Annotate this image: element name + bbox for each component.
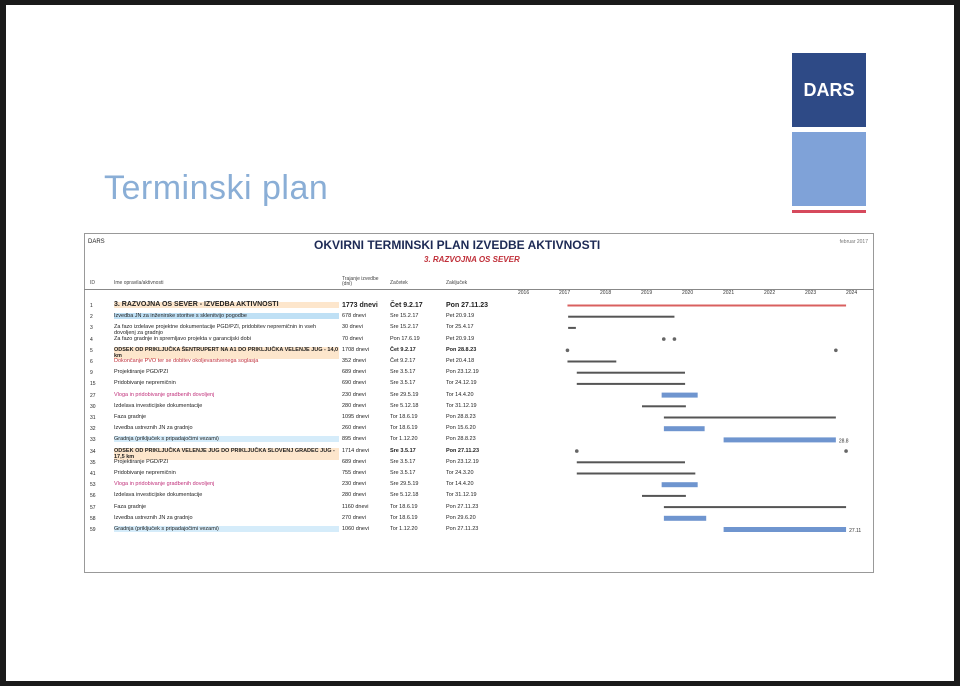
year-label: 2021 [723,290,735,296]
row-duration: 895 dnevi [342,436,366,443]
row-id: 41 [90,471,96,477]
row-id: 53 [90,482,96,489]
table-row [84,301,514,312]
row-name: Vloga in pridobivanje gradbenih dovoljenj [114,391,215,398]
row-id: 5 [90,347,93,354]
table-row [84,368,514,379]
gantt-task-bar [724,527,846,532]
header-id: ID [90,280,95,286]
row-duration: 678 dnevi [342,313,366,320]
row-duration: 1708 dnevi [342,346,369,353]
row-name: Izdelava investicijske dokumentacije [114,492,203,499]
row-duration: 70 dnevi [342,335,363,342]
row-start: Pon 17.6.19 [390,335,420,342]
row-start: Sre 3.5.17 [390,380,416,387]
row-end: Pon 15.6.20 [446,425,476,432]
row-end: Pon 28.8.23 [446,436,476,443]
gantt-summary-bar [642,405,686,407]
row-start: Sre 29.5.19 [390,391,419,398]
row-name: Izvedba JN za inženirske storitve s sklenitvijo pogodbe [114,313,339,319]
row-start: Sre 3.5.17 [390,458,416,465]
row-duration: 260 dnevi [342,425,366,432]
table-row [84,379,514,390]
table-row [84,447,514,458]
row-duration: 1095 dnevi [342,414,369,420]
row-duration: 1773 dnevi [342,302,378,309]
row-end: Pon 23.12.19 [446,369,479,376]
table-row [84,323,514,337]
row-start: Sre 5.12.18 [390,492,419,499]
row-name: Vloga in pridobivanje gradbenih dovoljenj [114,481,215,488]
row-id: 35 [90,459,96,466]
row-duration: 352 dnevi [342,358,366,364]
table-row [84,469,514,480]
gantt-task-bar [664,516,706,521]
gantt-summary-bar [568,327,576,329]
row-end: Tor 14.4.20 [446,481,474,488]
row-duration: 689 dnevi [342,369,366,376]
logo-stripe [792,210,866,213]
row-id: 34 [90,448,96,455]
row-duration: 280 dnevi [342,492,366,499]
row-id: 4 [90,336,93,343]
row-id: 57 [90,504,96,511]
row-name: Faza gradnje [114,503,147,510]
dars-logo [792,53,866,213]
row-start: Tor 1.12.20 [390,526,418,532]
table-row [84,503,514,514]
row-start: Tor 18.6.19 [390,514,418,521]
year-label: 2017 [559,290,571,296]
gantt-summary-bar [577,383,685,385]
row-end: Pon 28.8.23 [446,346,477,353]
gantt-task-bar [724,437,836,442]
row-start: Sre 3.5.17 [390,447,416,454]
table-row [84,391,514,402]
gantt-milestone [575,449,579,453]
row-duration: 230 dnevi [342,481,366,488]
year-label: 2020 [682,290,694,296]
row-name: Faza gradnje [114,414,147,420]
schedule-title: OKVIRNI TERMINSKI PLAN IZVEDBE AKTIVNOSTI [314,238,601,252]
row-end: Pon 29.6.20 [446,514,476,521]
header-duration: Trajanje izvedbe (dni) [342,276,379,287]
slide-page [6,5,954,681]
gantt-milestone [673,337,677,341]
row-name: ODSEK OD PRIKLJUČKA VELENJE JUG DO PRIKLJUČKA SLOVENJ GRADEC JUG - 17,5 km [114,448,339,460]
table-row [84,402,514,413]
row-name: Projektiranje PGD/PZI [114,458,169,465]
table-row [84,458,514,469]
gantt-chart [514,293,869,571]
row-end: Tor 31.12.19 [446,492,477,499]
gantt-milestone [844,449,848,453]
row-name: Pridobivanje nepremičnin [114,470,176,476]
row-start: Tor 18.6.19 [390,425,418,432]
row-end: Tor 25.4.17 [446,324,474,331]
table-row [84,346,514,357]
row-end: Pon 27.11.23 [446,526,479,532]
row-start: Sre 15.2.17 [390,324,419,331]
row-start: Tor 18.6.19 [390,503,418,510]
row-duration: 1060 dnevi [342,526,369,532]
row-duration: 755 dnevi [342,470,366,476]
sheet-date: februar 2017 [839,239,868,245]
row-id: 2 [90,314,93,321]
gantt-summary-bar [568,316,674,318]
table-row [84,335,514,346]
year-label: 2023 [805,290,817,296]
row-name: Gradnja (priključek s pripadajočimi vezami) [114,526,339,532]
year-label: 2016 [518,290,530,296]
table-row [84,312,514,323]
header-name: Ime opravila/aktivnosti [114,280,164,286]
row-start: Sre 15.2.17 [390,313,419,320]
row-end: Pet 20.9.19 [446,313,475,320]
row-start: Čet 9.2.17 [390,358,416,364]
row-end: Pon 27.11.23 [446,447,480,454]
row-duration: 690 dnevi [342,380,366,387]
table-row [84,435,514,446]
row-name: Izvedba ustreznih JN za gradnjo [114,425,193,432]
row-id: 3 [90,325,93,332]
table-row [84,424,514,435]
gantt-summary-bar [577,461,685,463]
row-name: Izvedba ustreznih JN za gradnjo [114,514,193,521]
row-id: 56 [90,493,96,500]
schedule-sheet [84,233,874,573]
row-end: Pon 27.11.23 [446,503,479,510]
row-id: 1 [90,303,93,309]
gantt-summary-bar [642,495,686,497]
gantt-milestone [834,349,838,353]
row-duration: 230 dnevi [342,391,366,398]
table-row [84,413,514,424]
row-end: Pet 20.4.18 [446,358,475,364]
row-duration: 1714 dnevi [342,447,369,454]
row-start: Čet 9.2.17 [390,346,416,353]
gantt-summary-bar [567,361,616,363]
logo-block [792,132,866,206]
header-divider [84,289,874,290]
slide-title: Terminski plan [104,169,329,207]
table-row [84,491,514,502]
row-id: 32 [90,426,96,433]
row-name: Izdelava investicijske dokumentacije [114,402,203,409]
logo-text: DARS [792,53,866,127]
row-end: Pon 23.12.19 [446,458,479,465]
row-start: Sre 29.5.19 [390,481,419,488]
row-id: 6 [90,359,93,365]
row-end: Tor 31.12.19 [446,402,477,409]
year-label: 2018 [600,290,612,296]
sheet-corner-label: DARS [88,239,105,245]
gantt-summary-bar [567,305,846,307]
row-start: Tor 1.12.20 [390,436,418,443]
row-start: Sre 3.5.17 [390,369,416,376]
row-start: Tor 18.6.19 [390,414,418,420]
year-label: 2022 [764,290,776,296]
gantt-milestone [662,337,666,341]
row-name: Za fazo gradnje in spremljavo projekta v garancijski dobi [114,335,251,342]
row-id: 9 [90,370,93,377]
row-duration: 1160 dnevi [342,503,369,510]
year-label: 2024 [846,290,858,296]
row-id: 33 [90,437,96,444]
row-id: 58 [90,515,96,522]
row-id: 59 [90,527,96,533]
gantt-task-bar [662,393,698,398]
row-end: Pon 28.8.23 [446,414,476,420]
row-duration: 30 dnevi [342,324,363,331]
gantt-summary-bar [577,473,696,475]
row-id: 31 [90,415,96,421]
row-name: Dokončanje PVO ter se dobitev okoljevarstvenega soglasja [114,358,259,364]
year-label: 2019 [641,290,653,296]
row-duration: 280 dnevi [342,402,366,409]
row-name: Za fazo izdelave projektne dokumentacije PGD/PZI, pridobitev nepremičnin in vseh dovoljenj za gradnjo [114,324,317,337]
row-name: 3. RAZVOJNA OS SEVER - IZVEDBA AKTIVNOSTI [114,302,339,308]
row-id: 15 [90,381,96,388]
header-start: Začetek [390,280,408,286]
row-end: Tor 24.12.19 [446,380,477,387]
row-name: Gradnja (priključek s pripadajočimi vezami) [114,436,339,442]
gantt-task-bar [662,482,698,487]
row-end: Tor 24.3.20 [446,470,474,476]
gantt-end-label: 28.8 [838,438,849,445]
header-end: Zaključek [446,280,468,286]
table-row [84,480,514,491]
row-duration: 689 dnevi [342,458,366,465]
row-start: Čet 9.2.17 [390,302,423,309]
table-row [84,525,514,536]
row-name: Pridobivanje nepremičnin [114,380,176,387]
gantt-summary-bar [664,506,846,508]
row-end: Pon 27.11.23 [446,302,489,309]
table-row [84,514,514,525]
row-id: 27 [90,392,96,399]
gantt-summary-bar [664,417,836,419]
gantt-milestone [566,349,570,353]
row-start: Sre 5.12.18 [390,402,419,409]
gantt-end-label: 27.11 [849,528,862,534]
schedule-subtitle: 3. RAZVOJNA OS SEVER [424,255,520,264]
gantt-task-bar [664,426,705,431]
row-start: Sre 3.5.17 [390,470,416,476]
table-row [84,357,514,368]
row-name: Projektiranje PGD/PZI [114,369,169,376]
row-name: ODSEK OD PRIKLJUČKA ŠENTRUPERT NA A1 DO PRIKLJUČKA VELENJE JUG - 14,0 km [114,346,339,359]
row-duration: 270 dnevi [342,514,366,521]
row-end: Tor 14.4.20 [446,391,474,398]
row-id: 30 [90,403,96,410]
gantt-summary-bar [577,372,685,374]
row-end: Pet 20.9.19 [446,335,475,342]
